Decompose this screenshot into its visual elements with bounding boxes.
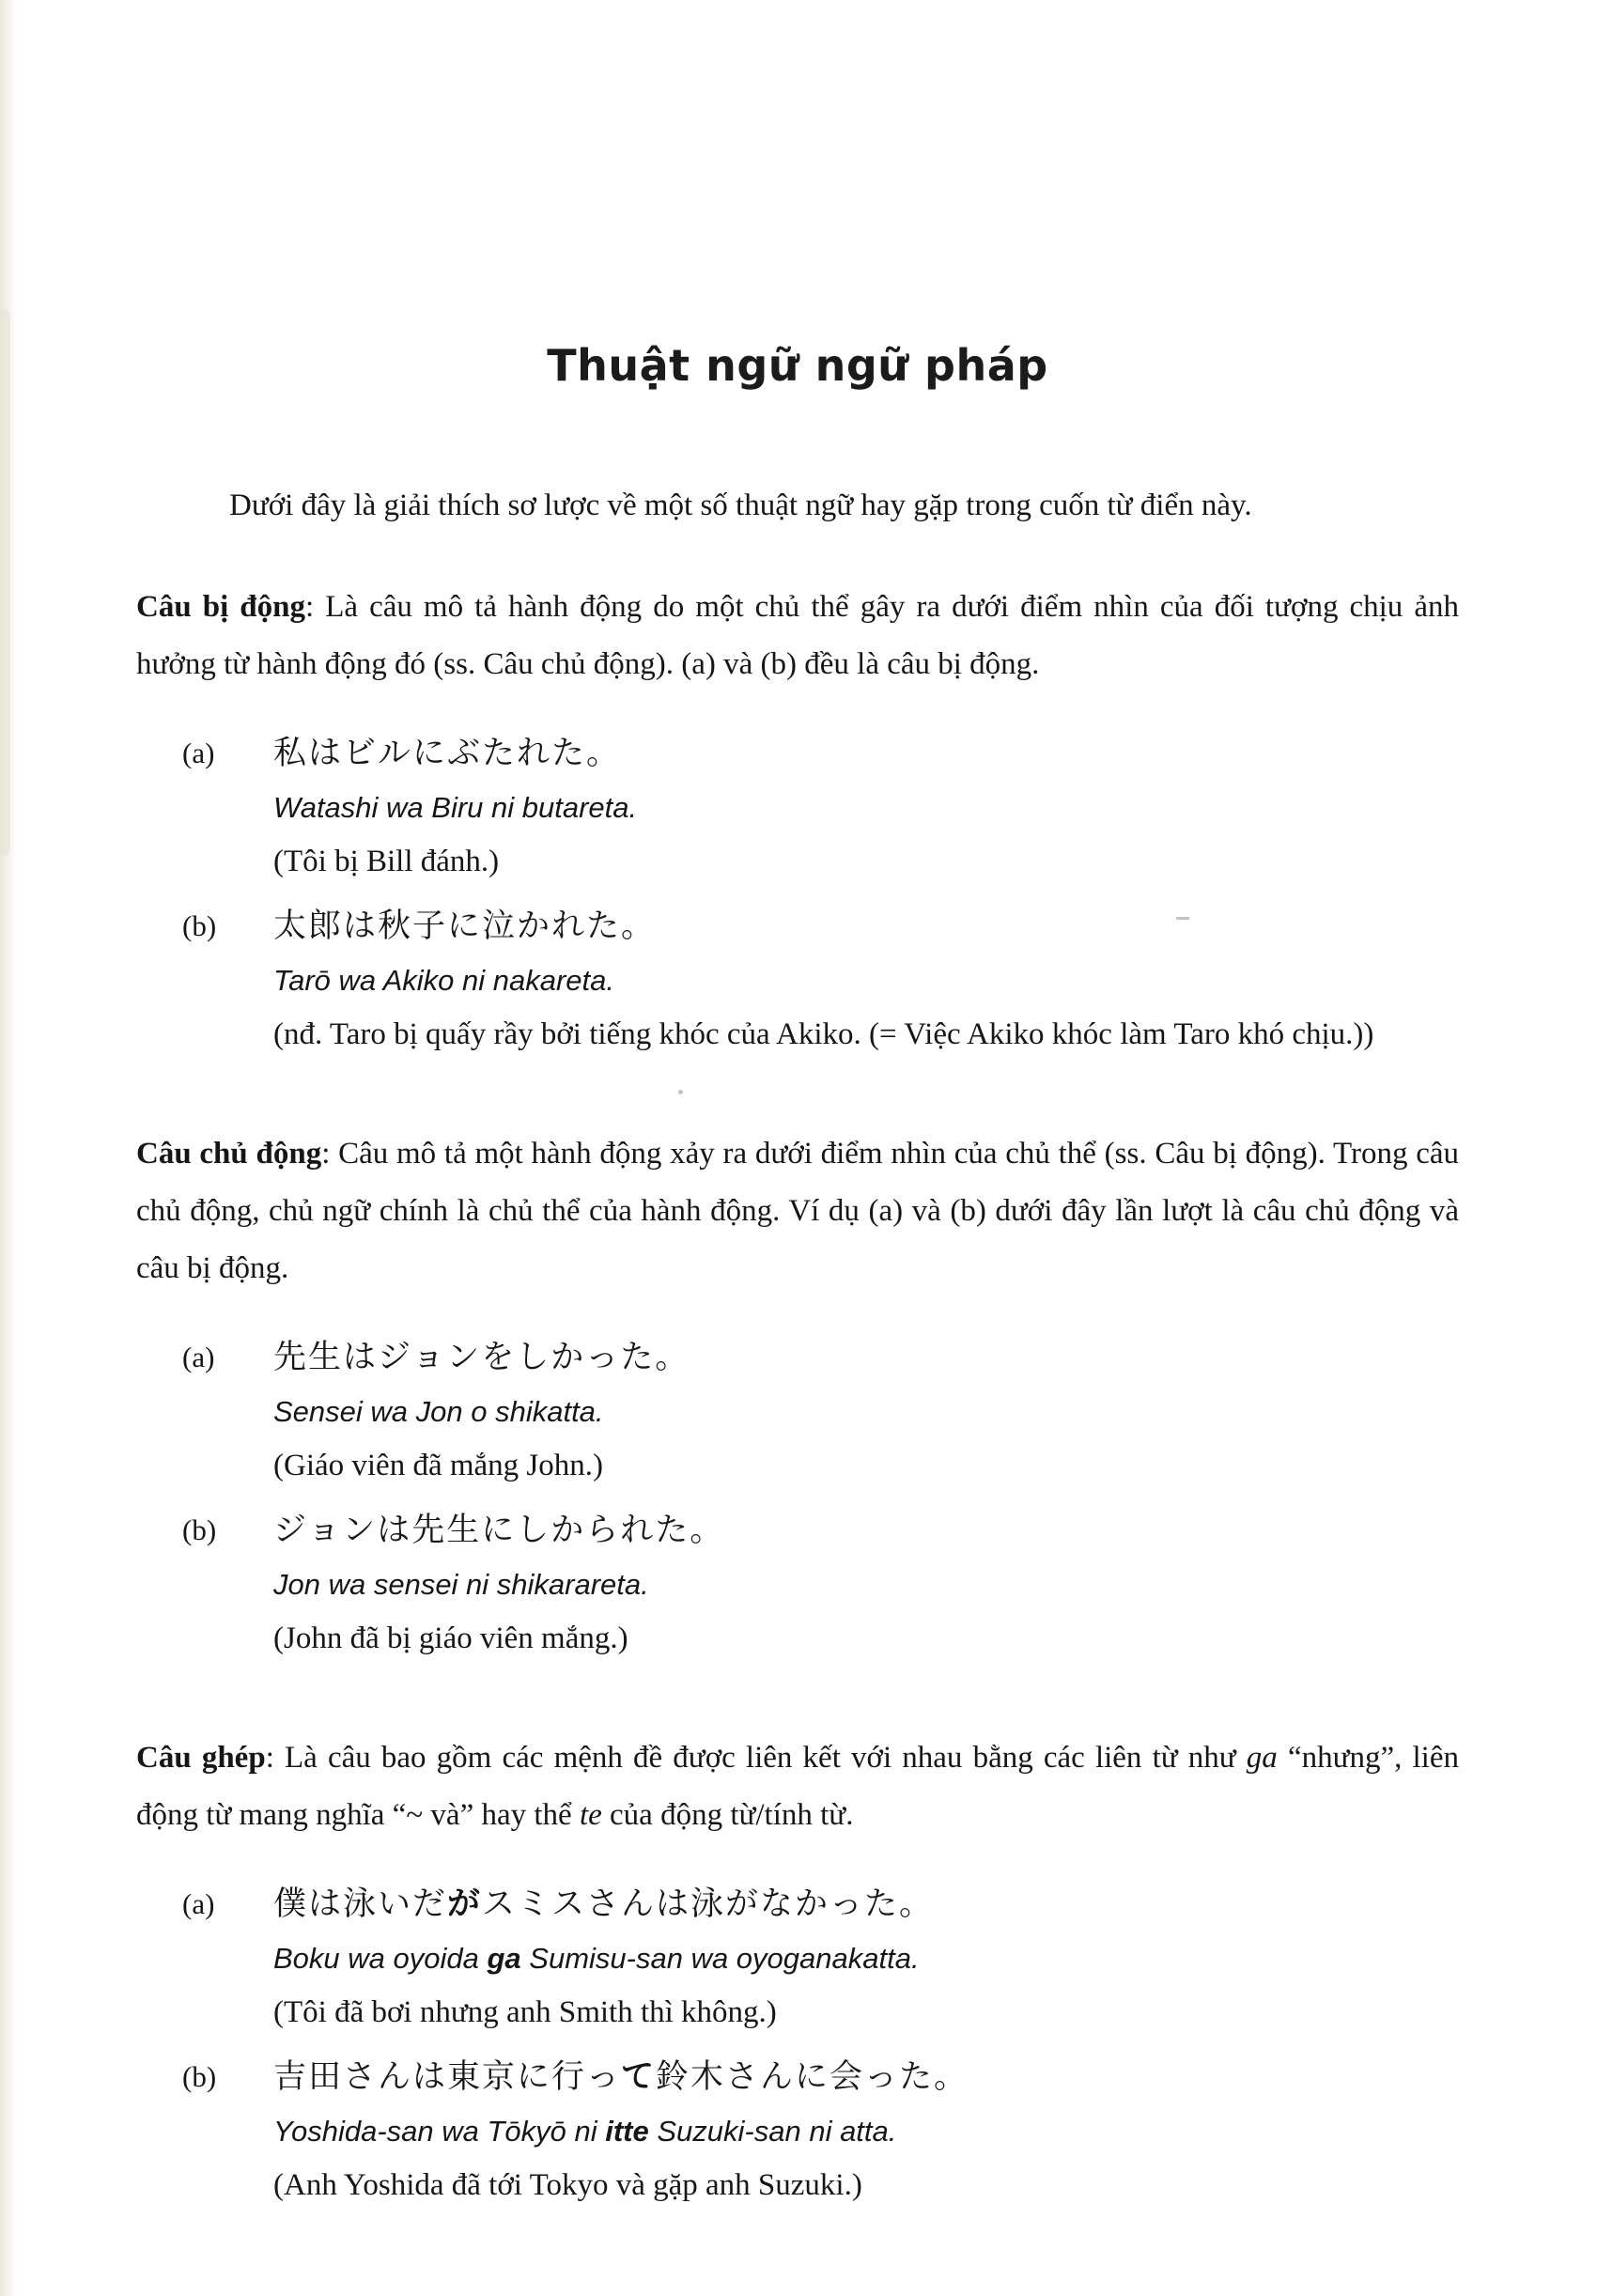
example-body xyxy=(273,1333,1455,1502)
text-segment: 吉田さんは東京に行っ xyxy=(273,2058,622,2096)
example-body xyxy=(273,902,1455,1071)
example-block xyxy=(136,1880,1459,2049)
examples-list xyxy=(136,729,1459,1071)
vietnamese-translation xyxy=(273,1009,1455,1060)
example-body xyxy=(273,2053,1455,2222)
text-segment: (nđ. Taro bị quấy rầy bởi tiếng khóc của Akiko. (= Việc Akiko khóc làm Taro khó chịu.)) xyxy=(273,1017,1374,1051)
term-name: Câu chủ động xyxy=(136,1137,322,1171)
vietnamese-translation xyxy=(273,836,1455,887)
example-block xyxy=(136,1333,1459,1502)
example-label: (b) xyxy=(182,909,217,942)
example-body xyxy=(273,1506,1455,1675)
text-segment: Tarō wa Akiko ni nakareta. xyxy=(273,964,615,997)
text-segment: “nhưng”, liên động từ mang nghĩa “~ và” hay thể xyxy=(136,1741,1459,1832)
text-segment: ジョンは先生にしかられた。 xyxy=(273,1512,725,1549)
romaji-sentence xyxy=(273,1937,1455,1980)
text-segment: (Anh Yoshida đã tới Tokyo và gặp anh Suzuki.) xyxy=(273,2168,862,2202)
romaji-sentence xyxy=(273,1563,1455,1606)
japanese-sentence xyxy=(273,2053,1455,2102)
text-segment: Sensei wa Jon o shikatta. xyxy=(273,1395,604,1428)
vietnamese-translation xyxy=(273,1613,1455,1664)
text-segment: ga xyxy=(487,1942,521,1975)
text-segment: (John đã bị giáo viên mắng.) xyxy=(273,1621,628,1655)
text-segment: Jon wa sensei ni shikarareta. xyxy=(273,1568,649,1601)
japanese-sentence xyxy=(273,1506,1455,1555)
example-body xyxy=(273,729,1455,898)
text-segment: của động từ/tính từ. xyxy=(601,1798,854,1832)
term-section xyxy=(136,1125,1459,1675)
text-segment: 先生はジョンをしかった。 xyxy=(273,1339,690,1376)
romaji-sentence xyxy=(273,2110,1455,2153)
text-segment: 太郎は秋子に泣かれた。 xyxy=(273,908,657,945)
intro-paragraph: Dưới đây là giải thích sơ lược về một số thuật ngữ hay gặp trong cuốn từ điển này. xyxy=(229,489,1252,522)
example-label: (a) xyxy=(182,737,215,769)
term-definition xyxy=(136,1125,1459,1297)
page-title: Thuật ngữ ngữ pháp xyxy=(547,340,1048,391)
text-segment: : Là câu bao gồm các mệnh đề được liên kết với nhau bằng các liên từ như xyxy=(265,1741,1247,1775)
text-segment: itte xyxy=(605,2115,649,2148)
example-label: (b) xyxy=(182,1513,217,1546)
text-segment: Boku wa oyoida xyxy=(273,1942,488,1975)
text-segment: (Tôi bị Bill đánh.) xyxy=(273,845,500,878)
text-segment: : Câu mô tả một hành động xảy ra dưới điểm nhìn của chủ thể (ss. Câu bị động). Trong câu chủ động, chủ ngữ chính là chủ thể của hành động. Ví dụ (a) và (b) dưới đây lần lượt là câu chủ động và câu bị động. xyxy=(136,1137,1459,1285)
romaji-sentence xyxy=(273,1390,1455,1434)
text-segment: Watashi wa Biru ni butareta. xyxy=(273,791,638,824)
example-block xyxy=(136,902,1459,1071)
example-label: (a) xyxy=(182,1887,215,1920)
japanese-sentence xyxy=(273,729,1455,778)
example-block xyxy=(136,729,1459,898)
japanese-sentence xyxy=(273,1333,1455,1382)
text-segment: Suzuki-san ni atta. xyxy=(648,2115,897,2148)
text-segment: が xyxy=(447,1885,483,1923)
text-segment: ga xyxy=(1246,1741,1278,1775)
example-block xyxy=(136,2053,1459,2222)
example-label: (b) xyxy=(182,2060,217,2093)
japanese-sentence xyxy=(273,902,1455,951)
examples-list xyxy=(136,1880,1459,2222)
term-name: Câu bị động xyxy=(136,590,306,624)
text-segment: : Là câu mô tả hành động do một chủ thể gây ra dưới điểm nhìn của đối tượng chịu ảnh hưởng từ hành động đó (ss. Câu chủ động). (a) và (b) đều là câu bị động. xyxy=(136,590,1459,681)
sections-container xyxy=(136,579,1459,2222)
text-segment: 私はビルにぶたれた。 xyxy=(273,735,622,772)
text-segment: 僕は泳いだ xyxy=(273,1885,448,1923)
vietnamese-translation xyxy=(273,1440,1455,1491)
term-section xyxy=(136,579,1459,1071)
term-name: Câu ghép xyxy=(136,1741,266,1775)
example-body xyxy=(273,1880,1455,2049)
text-segment: Yoshida-san wa Tōkyō ni xyxy=(273,2115,606,2148)
text-segment: (Tôi đã bơi nhưng anh Smith thì không.) xyxy=(273,1995,777,2029)
text-segment: スミスさんは泳がなかった。 xyxy=(482,1885,935,1923)
text-segment: (Giáo viên đã mắng John.) xyxy=(273,1449,603,1482)
text-segment: te xyxy=(579,1798,602,1832)
text-segment: 鈴木さんに会った。 xyxy=(656,2058,969,2096)
term-definition xyxy=(136,579,1459,693)
vietnamese-translation xyxy=(273,2160,1455,2211)
term-definition xyxy=(136,1730,1459,1844)
text-segment: て xyxy=(621,2058,657,2096)
example-label: (a) xyxy=(182,1341,215,1373)
romaji-sentence xyxy=(273,786,1455,830)
vietnamese-translation xyxy=(273,1987,1455,2038)
examples-list xyxy=(136,1333,1459,1675)
japanese-sentence xyxy=(273,1880,1455,1929)
example-block xyxy=(136,1506,1459,1675)
text-segment: Sumisu-san wa oyoganakatta. xyxy=(520,1942,920,1975)
term-section xyxy=(136,1730,1459,2222)
romaji-sentence xyxy=(273,959,1455,1002)
